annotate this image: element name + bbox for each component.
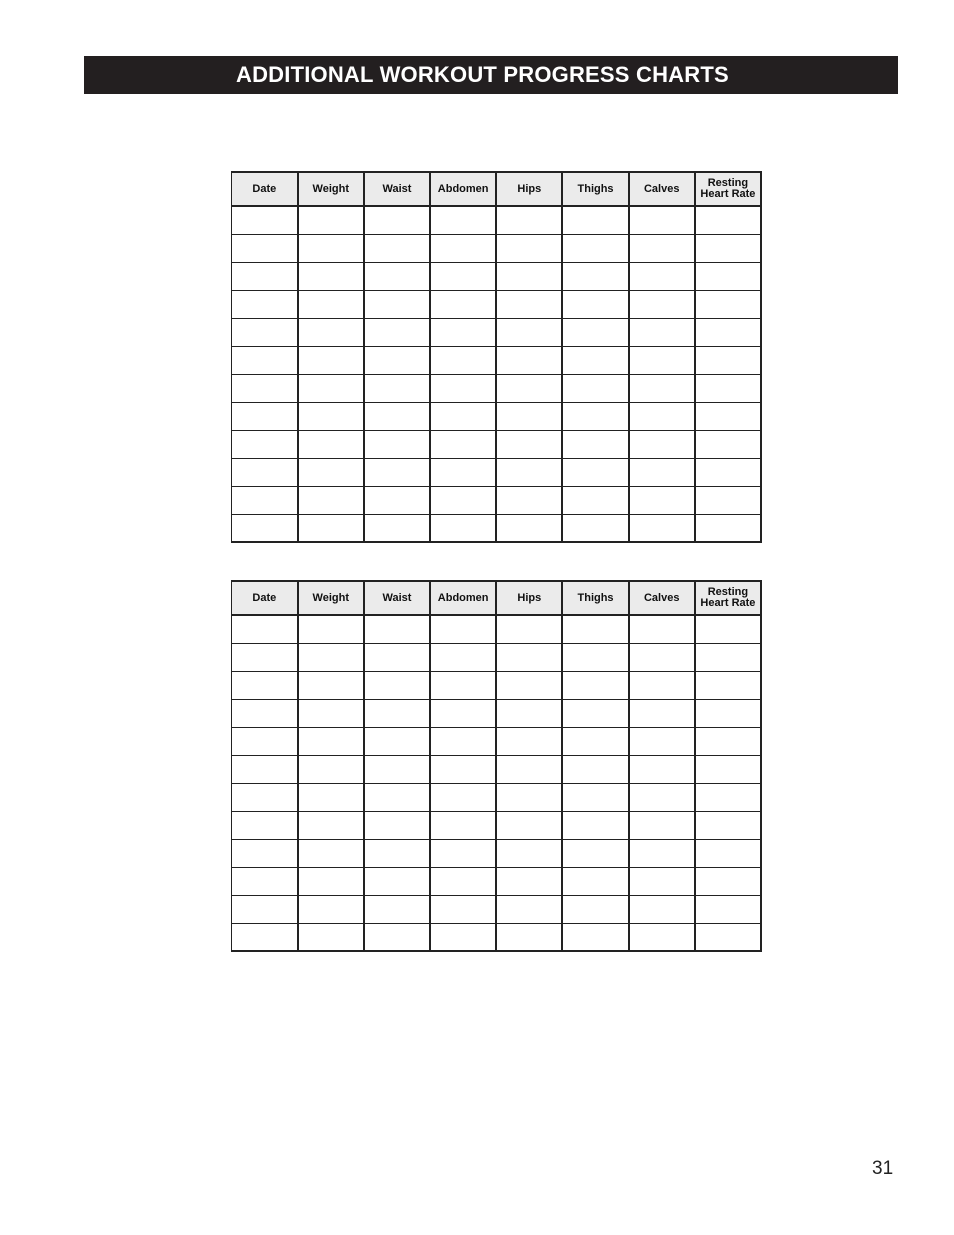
- table-cell: [232, 486, 298, 514]
- table-cell: [298, 402, 364, 430]
- table-cell: [562, 783, 628, 811]
- table-cell: [430, 430, 496, 458]
- table-cell: [695, 430, 761, 458]
- table-cell: [364, 318, 430, 346]
- table-cell: [562, 402, 628, 430]
- table-cell: [629, 262, 695, 290]
- table-cell: [562, 514, 628, 542]
- table-cell: [496, 318, 562, 346]
- table-cell: [232, 615, 298, 643]
- column-header-resting-heart-rate: Resting Heart Rate: [695, 172, 761, 206]
- table-cell: [364, 867, 430, 895]
- table-cell: [364, 923, 430, 951]
- table-cell: [695, 699, 761, 727]
- table-cell: [695, 643, 761, 671]
- table-cell: [364, 430, 430, 458]
- table-cell: [298, 290, 364, 318]
- table-cell: [298, 783, 364, 811]
- table-cell: [496, 374, 562, 402]
- table-cell: [430, 262, 496, 290]
- table-cell: [629, 234, 695, 262]
- table-row: [232, 643, 762, 671]
- table-cell: [496, 346, 562, 374]
- table-cell: [364, 839, 430, 867]
- table-cell: [629, 486, 695, 514]
- table-cell: [695, 206, 761, 234]
- table-cell: [496, 206, 562, 234]
- table-cell: [430, 783, 496, 811]
- table-cell: [364, 783, 430, 811]
- table-cell: [364, 262, 430, 290]
- table-cell: [298, 867, 364, 895]
- table-cell: [232, 755, 298, 783]
- table-cell: [232, 458, 298, 486]
- table-cell: [430, 206, 496, 234]
- table-cell: [562, 615, 628, 643]
- table-cell: [629, 514, 695, 542]
- table-cell: [232, 783, 298, 811]
- table-row: [232, 671, 762, 699]
- table-cell: [298, 615, 364, 643]
- column-header-thighs: Thighs: [562, 172, 628, 206]
- table-row: [232, 727, 762, 755]
- table-cell: [496, 402, 562, 430]
- table-cell: [562, 811, 628, 839]
- table-cell: [496, 486, 562, 514]
- table-cell: [364, 346, 430, 374]
- table-cell: [496, 783, 562, 811]
- table-cell: [298, 318, 364, 346]
- table-cell: [695, 727, 761, 755]
- table-cell: [430, 699, 496, 727]
- table-row: [232, 867, 762, 895]
- table-cell: [232, 262, 298, 290]
- table-cell: [562, 727, 628, 755]
- table-cell: [629, 895, 695, 923]
- table-cell: [298, 895, 364, 923]
- table-row: [232, 755, 762, 783]
- table-cell: [695, 262, 761, 290]
- table-row: [232, 458, 762, 486]
- table-cell: [629, 206, 695, 234]
- table-row: [232, 895, 762, 923]
- table-cell: [364, 514, 430, 542]
- table-row: [232, 290, 762, 318]
- table-cell: [298, 234, 364, 262]
- table-cell: [629, 699, 695, 727]
- table-row: [232, 374, 762, 402]
- table-cell: [430, 318, 496, 346]
- table-cell: [496, 727, 562, 755]
- table-cell: [298, 430, 364, 458]
- table-cell: [430, 811, 496, 839]
- table-cell: [695, 811, 761, 839]
- table-cell: [562, 262, 628, 290]
- table-cell: [629, 402, 695, 430]
- table-cell: [562, 346, 628, 374]
- table-cell: [562, 699, 628, 727]
- table-cell: [364, 755, 430, 783]
- column-header-resting-heart-rate: Resting Heart Rate: [695, 581, 761, 615]
- table-cell: [629, 839, 695, 867]
- table-cell: [629, 430, 695, 458]
- progress-chart-2: [231, 580, 762, 952]
- column-header-date: Date: [232, 581, 298, 615]
- table-cell: [298, 727, 364, 755]
- table-cell: [629, 374, 695, 402]
- table-cell: [364, 374, 430, 402]
- table-cell: [232, 671, 298, 699]
- table-cell: [232, 206, 298, 234]
- table-cell: [298, 671, 364, 699]
- table-cell: [298, 811, 364, 839]
- table-cell: [430, 374, 496, 402]
- table-cell: [298, 839, 364, 867]
- table-cell: [695, 895, 761, 923]
- table-cell: [562, 895, 628, 923]
- table-cell: [430, 895, 496, 923]
- table-cell: [232, 923, 298, 951]
- table-cell: [695, 346, 761, 374]
- table-cell: [496, 699, 562, 727]
- table-cell: [695, 867, 761, 895]
- table-row: [232, 699, 762, 727]
- table-cell: [364, 643, 430, 671]
- table-cell: [298, 346, 364, 374]
- table-cell: [496, 671, 562, 699]
- table-cell: [562, 867, 628, 895]
- table-cell: [232, 374, 298, 402]
- table-cell: [629, 755, 695, 783]
- table-row: [232, 206, 762, 234]
- table-cell: [430, 458, 496, 486]
- table-cell: [232, 402, 298, 430]
- table-cell: [562, 755, 628, 783]
- table-cell: [298, 262, 364, 290]
- table-row: [232, 430, 762, 458]
- table-cell: [496, 839, 562, 867]
- table-cell: [496, 895, 562, 923]
- table-cell: [232, 643, 298, 671]
- table-cell: [430, 346, 496, 374]
- table-cell: [430, 923, 496, 951]
- table-cell: [496, 262, 562, 290]
- table-cell: [364, 486, 430, 514]
- table-row: [232, 234, 762, 262]
- table-cell: [562, 643, 628, 671]
- column-header-hips: Hips: [496, 172, 562, 206]
- table-cell: [232, 346, 298, 374]
- table-cell: [496, 615, 562, 643]
- table-cell: [232, 727, 298, 755]
- table-cell: [562, 839, 628, 867]
- table-row: [232, 811, 762, 839]
- table-cell: [695, 839, 761, 867]
- column-header-waist: Waist: [364, 581, 430, 615]
- table-cell: [364, 290, 430, 318]
- table-cell: [364, 727, 430, 755]
- table-cell: [695, 374, 761, 402]
- table-cell: [695, 615, 761, 643]
- table-cell: [695, 318, 761, 346]
- table-cell: [232, 867, 298, 895]
- column-header-thighs: Thighs: [562, 581, 628, 615]
- table-row: [232, 839, 762, 867]
- table-cell: [629, 615, 695, 643]
- table-cell: [496, 514, 562, 542]
- table-cell: [430, 867, 496, 895]
- table-row: [232, 615, 762, 643]
- table-cell: [298, 699, 364, 727]
- table-cell: [496, 811, 562, 839]
- table-cell: [232, 699, 298, 727]
- table-cell: [364, 458, 430, 486]
- table-cell: [364, 811, 430, 839]
- table-cell: [496, 290, 562, 318]
- table-cell: [298, 514, 364, 542]
- table-cell: [298, 374, 364, 402]
- table-cell: [629, 923, 695, 951]
- table-row: [232, 486, 762, 514]
- table-cell: [232, 318, 298, 346]
- table-cell: [629, 811, 695, 839]
- table-cell: [364, 402, 430, 430]
- table-cell: [364, 699, 430, 727]
- column-header-weight: Weight: [298, 581, 364, 615]
- table-cell: [298, 923, 364, 951]
- table-cell: [430, 671, 496, 699]
- table-cell: [695, 755, 761, 783]
- table-cell: [695, 402, 761, 430]
- chart-header-row: [232, 172, 762, 206]
- table-cell: [629, 290, 695, 318]
- table-cell: [232, 430, 298, 458]
- table-cell: [496, 234, 562, 262]
- table-cell: [232, 514, 298, 542]
- table-cell: [232, 234, 298, 262]
- table-cell: [430, 234, 496, 262]
- table-cell: [562, 486, 628, 514]
- table-cell: [364, 615, 430, 643]
- progress-chart-1: [231, 171, 762, 543]
- table-cell: [232, 839, 298, 867]
- table-cell: [629, 643, 695, 671]
- table-cell: [430, 755, 496, 783]
- table-cell: [695, 514, 761, 542]
- table-cell: [562, 374, 628, 402]
- column-header-calves: Calves: [629, 581, 695, 615]
- table-cell: [232, 290, 298, 318]
- table-cell: [562, 206, 628, 234]
- column-header-abdomen: Abdomen: [430, 581, 496, 615]
- table-cell: [695, 671, 761, 699]
- table-cell: [496, 867, 562, 895]
- table-cell: [695, 234, 761, 262]
- table-cell: [298, 458, 364, 486]
- table-cell: [232, 811, 298, 839]
- table-cell: [430, 402, 496, 430]
- column-header-abdomen: Abdomen: [430, 172, 496, 206]
- table-cell: [629, 727, 695, 755]
- table-cell: [695, 783, 761, 811]
- table-cell: [430, 839, 496, 867]
- table-cell: [430, 615, 496, 643]
- table-cell: [496, 755, 562, 783]
- table-cell: [629, 346, 695, 374]
- table-cell: [562, 318, 628, 346]
- table-row: [232, 402, 762, 430]
- column-header-date: Date: [232, 172, 298, 206]
- table-cell: [430, 727, 496, 755]
- table-cell: [629, 867, 695, 895]
- table-cell: [232, 895, 298, 923]
- table-cell: [629, 783, 695, 811]
- table-cell: [695, 923, 761, 951]
- table-cell: [430, 290, 496, 318]
- table-cell: [562, 430, 628, 458]
- table-cell: [298, 486, 364, 514]
- table-cell: [364, 895, 430, 923]
- table-row: [232, 783, 762, 811]
- table-row: [232, 923, 762, 951]
- table-cell: [562, 458, 628, 486]
- table-row: [232, 346, 762, 374]
- table-cell: [430, 514, 496, 542]
- table-cell: [364, 206, 430, 234]
- table-cell: [496, 643, 562, 671]
- table-cell: [562, 234, 628, 262]
- table-cell: [562, 923, 628, 951]
- table-row: [232, 262, 762, 290]
- table-row: [232, 514, 762, 542]
- table-cell: [496, 430, 562, 458]
- table-cell: [695, 290, 761, 318]
- title-bar: [84, 56, 898, 94]
- table-cell: [496, 923, 562, 951]
- table-cell: [430, 643, 496, 671]
- table-cell: [695, 458, 761, 486]
- column-header-hips: Hips: [496, 581, 562, 615]
- table-cell: [298, 755, 364, 783]
- table-cell: [695, 486, 761, 514]
- page-number: 31: [872, 1158, 894, 1179]
- table-cell: [430, 486, 496, 514]
- page-title: ADDITIONAL WORKOUT PROGRESS CHARTS: [236, 62, 729, 87]
- table-cell: [364, 234, 430, 262]
- table-cell: [298, 643, 364, 671]
- table-cell: [562, 290, 628, 318]
- column-header-calves: Calves: [629, 172, 695, 206]
- column-header-weight: Weight: [298, 172, 364, 206]
- table-cell: [629, 458, 695, 486]
- table-cell: [629, 671, 695, 699]
- table-cell: [629, 318, 695, 346]
- table-cell: [496, 458, 562, 486]
- table-cell: [364, 671, 430, 699]
- table-cell: [562, 671, 628, 699]
- column-header-waist: Waist: [364, 172, 430, 206]
- table-cell: [298, 206, 364, 234]
- table-row: [232, 318, 762, 346]
- chart-header-row: [232, 581, 762, 615]
